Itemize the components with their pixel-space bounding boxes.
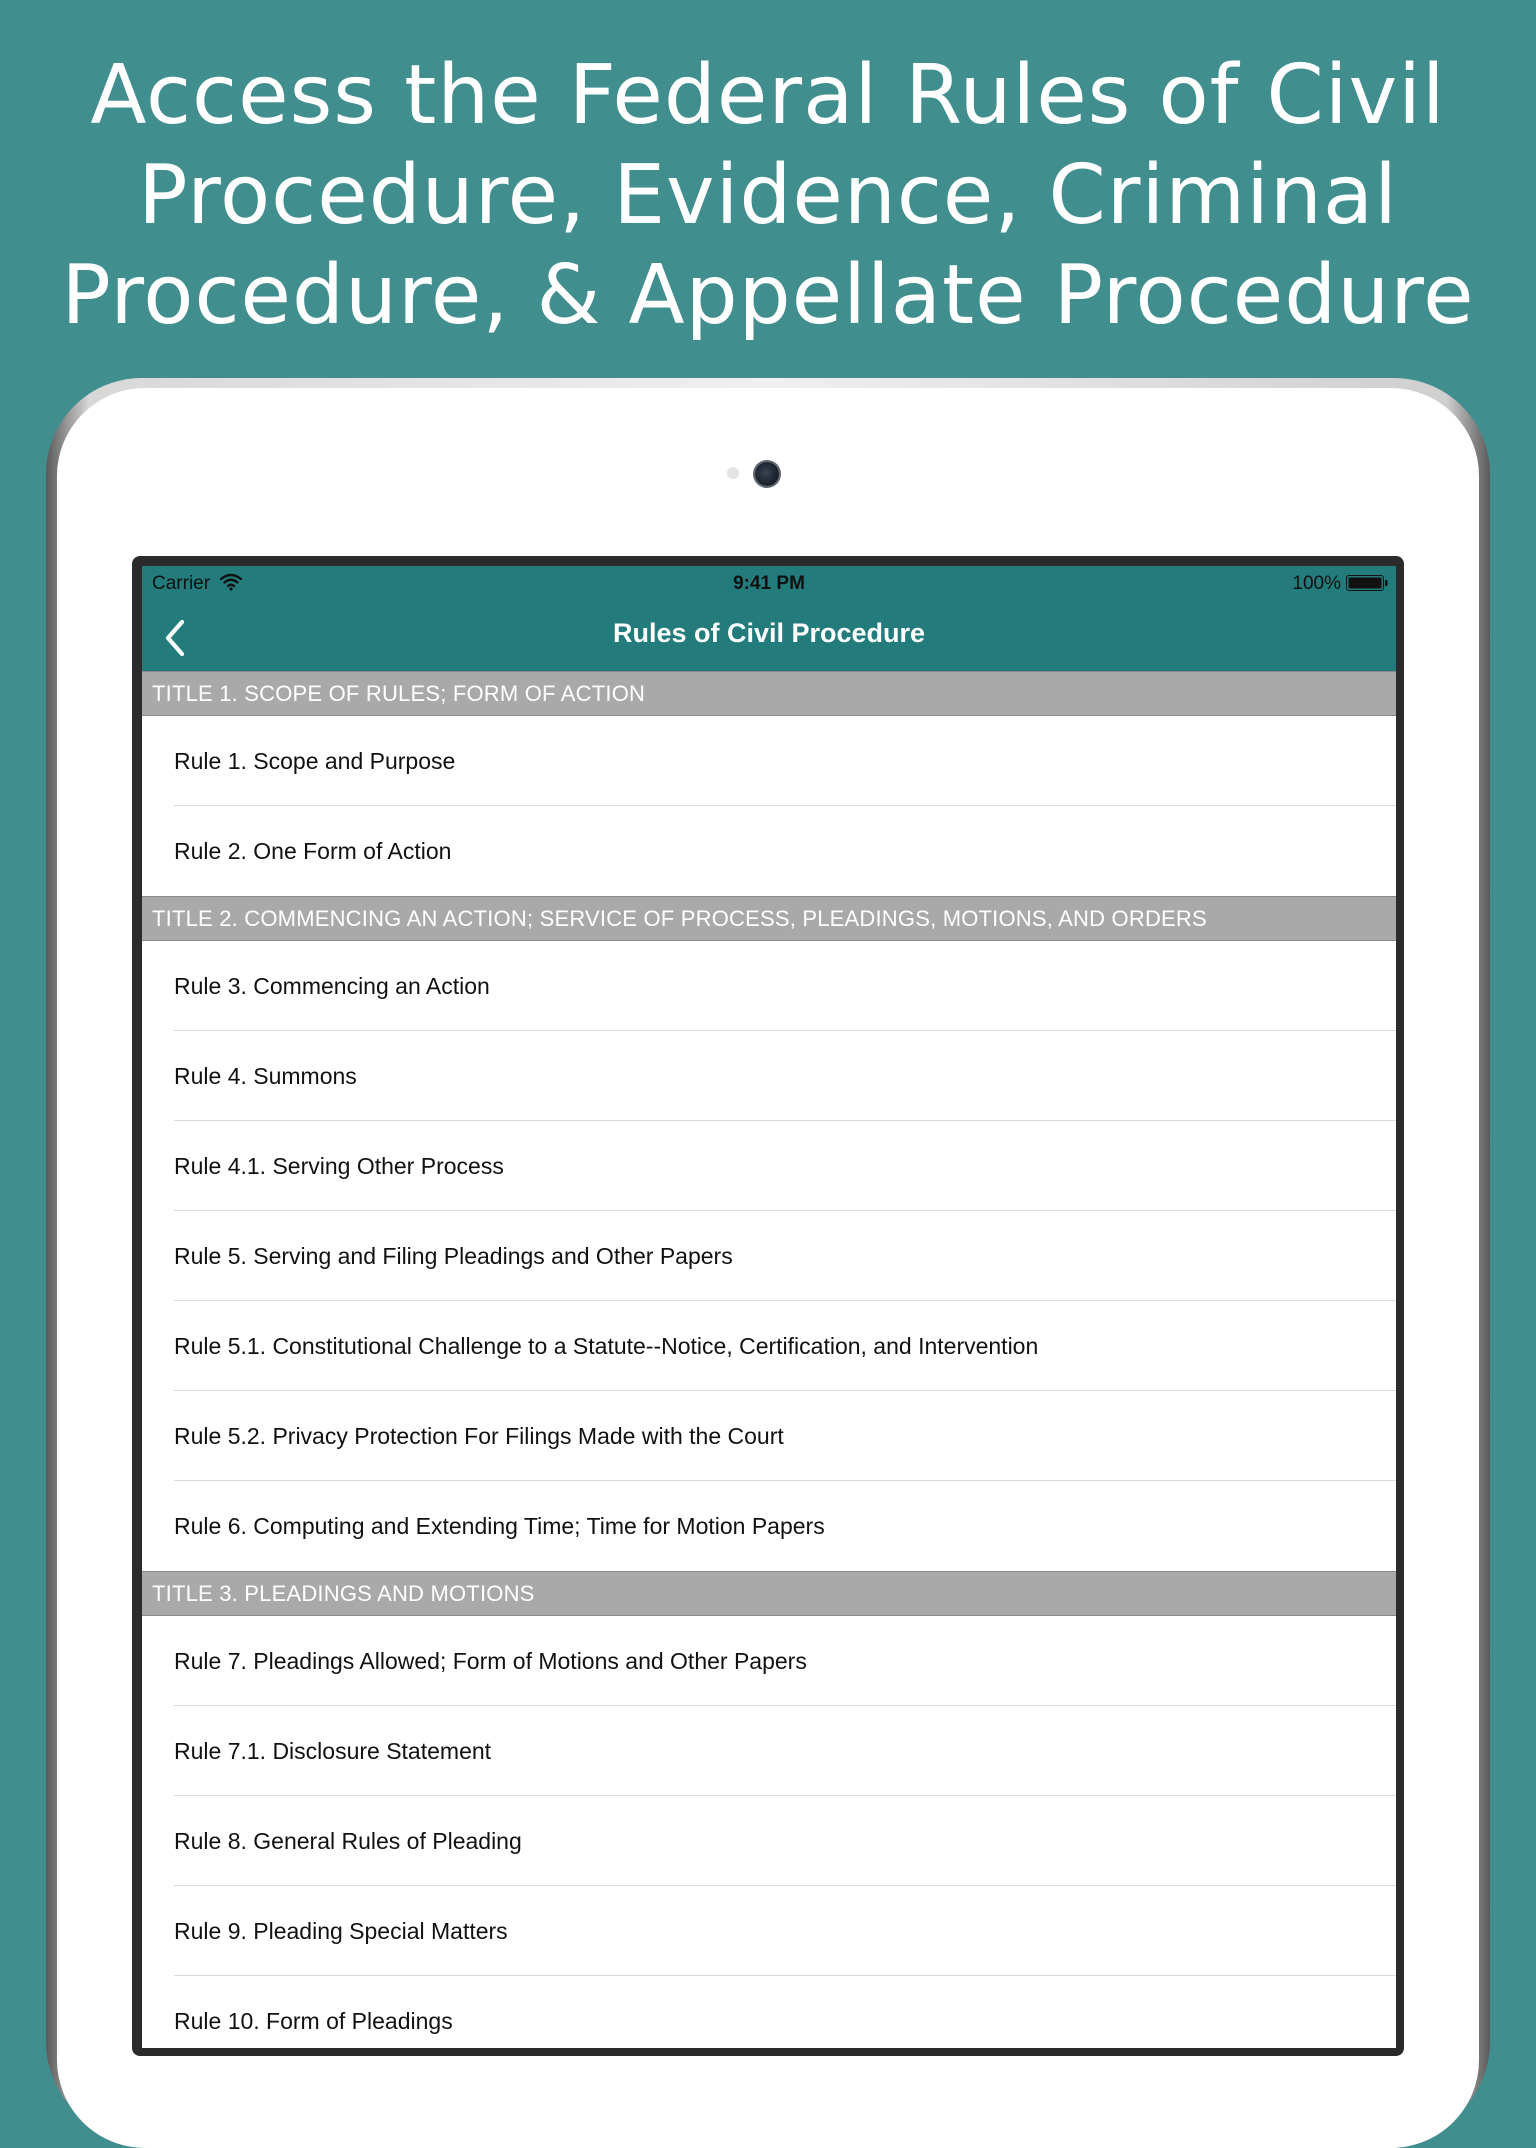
list-item-rule[interactable] [142,1796,1396,1886]
rule-label: Rule 7.1. Disclosure Statement [174,1738,492,1764]
list-item-rule[interactable] [142,1301,1396,1391]
list-item-rule[interactable] [142,1121,1396,1211]
list-item-rule[interactable] [142,1391,1396,1481]
list-item-rule[interactable] [142,806,1396,896]
list-item-rule[interactable] [142,1481,1396,1571]
section-header-title-1: TITLE 1. SCOPE OF RULES; FORM OF ACTION [142,671,1396,716]
rule-label: Rule 2. One Form of Action [174,838,452,864]
list-item-rule[interactable] [142,716,1396,806]
rule-label: Rule 3. Commencing an Action [174,973,490,999]
rule-label: Rule 5. Serving and Filing Pleadings and Other Papers [174,1243,733,1269]
battery-percentage: 100% [1292,573,1341,594]
battery-icon [1346,575,1388,591]
list-item-rule[interactable] [142,1886,1396,1976]
carrier-label: Carrier [152,573,211,594]
rule-label: Rule 10. Form of Pleadings [174,2008,453,2034]
headline-line-3: Procedure, & Appellate Procedure [61,248,1475,343]
rules-list [142,671,1396,2048]
rule-label: Rule 9. Pleading Special Matters [174,1918,508,1944]
status-time: 9:41 PM [733,573,805,594]
rule-label: Rule 5.2. Privacy Protection For Filings Made with the Court [174,1423,784,1449]
list-item-rule[interactable] [142,1706,1396,1796]
list-item-rule[interactable] [142,1976,1396,2048]
marketing-headline [0,46,1536,346]
camera-icon [755,462,779,486]
headline-line-2: Procedure, Evidence, Criminal [138,148,1398,243]
rule-label: Rule 1. Scope and Purpose [174,748,456,774]
list-item-rule[interactable] [142,1616,1396,1706]
rule-label: Rule 5.1. Constitutional Challenge to a Statute--Notice, Certification, and Intervention [174,1333,1039,1359]
sensor-dot [727,467,739,479]
navigation-bar [142,566,1396,671]
rule-label: Rule 4. Summons [174,1063,357,1089]
headline-line-1: Access the Federal Rules of Civil [90,48,1446,143]
rule-label: Rule 8. General Rules of Pleading [174,1828,522,1854]
rule-label: Rule 7. Pleadings Allowed; Form of Motions and Other Papers [174,1648,807,1674]
page-title: Rules of Civil Procedure [612,618,926,648]
rule-label: Rule 4.1. Serving Other Process [174,1153,504,1179]
list-item-rule[interactable] [142,1211,1396,1301]
app-screen [142,566,1396,2048]
section-header-title-3: TITLE 3. PLEADINGS AND MOTIONS [142,1571,1396,1616]
list-item-rule[interactable] [142,941,1396,1031]
list-item-rule[interactable] [142,1031,1396,1121]
section-header-title-2: TITLE 2. COMMENCING AN ACTION; SERVICE OF PROCESS, PLEADINGS, MOTIONS, AND ORDERS [142,896,1396,941]
rule-label: Rule 6. Computing and Extending Time; Time for Motion Papers [174,1513,825,1539]
